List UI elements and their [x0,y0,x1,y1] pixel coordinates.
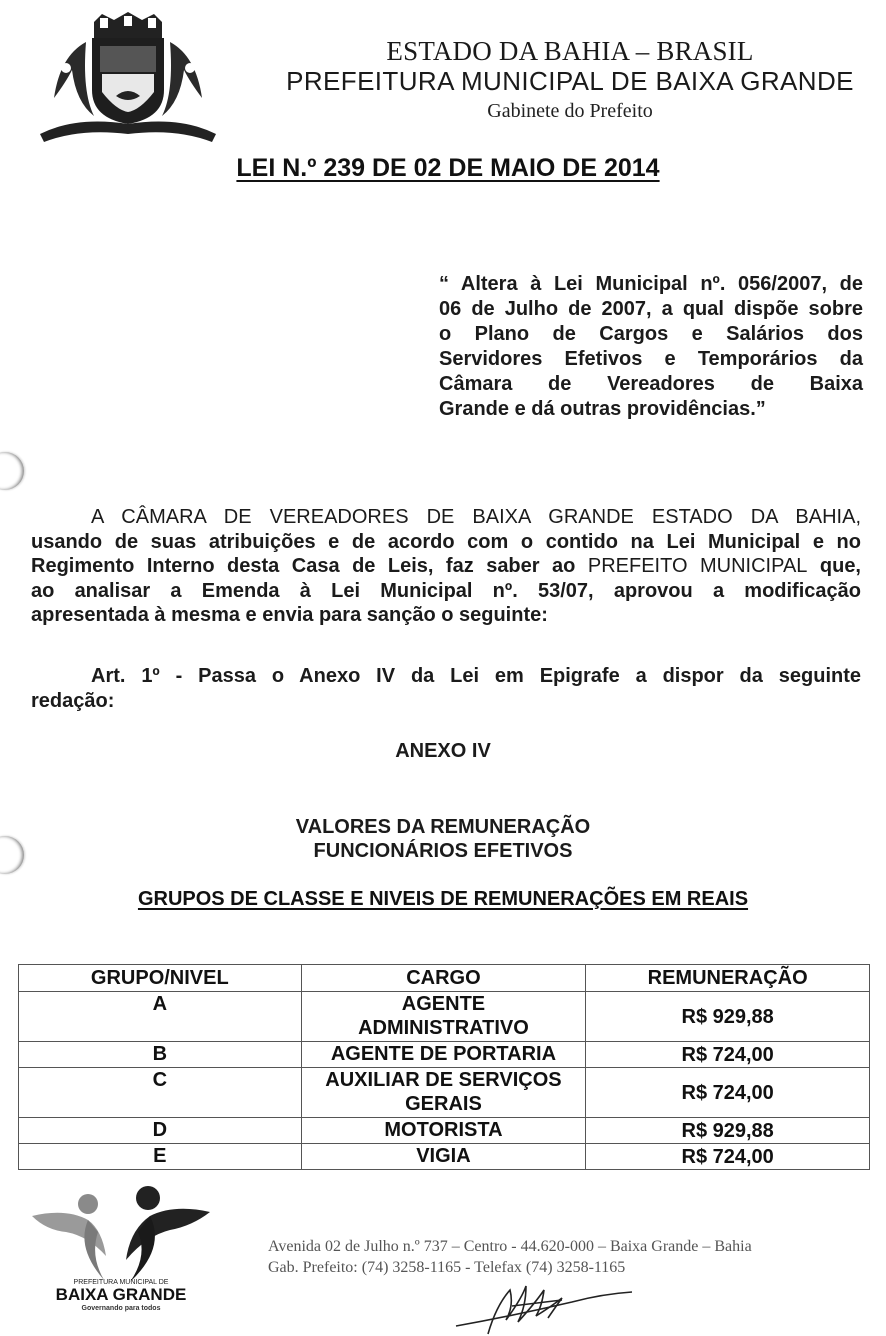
table-row [19,992,870,1042]
group-cell: C [19,1068,302,1118]
preamble-mayor-text: PREFEITO MUNICIPAL [587,555,808,577]
cargo-line: ADMINISTRATIVO [358,1017,529,1039]
remuneration-table [18,964,870,1170]
preamble-bold-part: Regimento Interno desta Casa de Leis, faz saber ao [31,555,588,577]
header-prefecture: PREFEITURA MUNICIPAL DE BAIXA GRANDE [286,66,854,96]
logo-small-text: PREFEITURA MUNICIPAL DE [73,1279,169,1286]
cargo-cell: MOTORISTA [301,1118,586,1144]
logo-slogan-text: Governando para todos [81,1305,161,1312]
cargo-cell [301,992,586,1042]
preamble-line: usando de suas atribuições e de acordo com o contido na Lei Municipal e no [31,530,861,553]
cargo-cell [301,1068,586,1118]
table-row [19,1068,870,1118]
value-cell: R$ 929,88 [586,992,870,1042]
cargo-line: AUXILIAR DE SERVIÇOS [325,1069,562,1091]
punch-hole-top [0,452,24,490]
col-header-cargo: CARGO [301,965,586,992]
cargo-cell: AGENTE DE PORTARIA [301,1042,586,1068]
table-row [19,1144,870,1170]
law-summary [439,272,863,422]
preamble-line: ao analisar a Emenda à Lei Municipal nº. 53/07, aprovou a modificação [31,579,861,602]
group-cell: D [19,1118,302,1144]
value-cell: R$ 724,00 [586,1042,870,1068]
summary-line: Grande e dá outras providências.” [439,398,766,420]
summary-line: “ Altera à Lei Municipal nº. 056/2007, de [439,273,863,295]
preamble-line-mixed [31,554,861,579]
article-line: Art. 1º - Passa o Anexo IV da Lei em Epigrafe a dispor da seguinte [91,665,861,687]
header-state: ESTADO DA BAHIA – BRASIL [386,36,754,66]
summary-line: 06 de Julho de 2007, a qual dispõe sobre [439,298,863,320]
cargo-cell: VIGIA [301,1144,586,1170]
cargo-line: GERAIS [405,1093,482,1115]
header-office: Gabinete do Prefeito [487,100,653,122]
preamble-paragraph [31,505,861,628]
group-cell: B [19,1042,302,1068]
col-header-remuneration: REMUNERAÇÃO [586,965,870,992]
value-cell: R$ 929,88 [586,1118,870,1144]
table-header-row [19,965,870,992]
value-cell: R$ 724,00 [586,1068,870,1118]
law-title: LEI N.º 239 DE 02 DE MAIO DE 2014 [236,154,660,182]
footer-address [268,1236,858,1278]
table-row [19,1042,870,1068]
section-title-values: VALORES DA REMUNERAÇÃO [295,816,591,838]
logo-name-text: BAIXA GRANDE [55,1285,187,1304]
table-row [19,1118,870,1144]
article-line: redação: [31,690,115,712]
preamble-end-part: que, [807,555,861,577]
signature-icon [452,1276,642,1336]
group-cell: A [19,992,302,1042]
address-line: Avenida 02 de Julho n.º 737 – Centro - 44.620-000 – Baixa Grande – Bahia [268,1238,752,1255]
summary-line: o Plano de Cargos e Salários dos [439,323,863,345]
value-cell: R$ 724,00 [586,1144,870,1170]
groups-title: GRUPOS DE CLASSE E NIVEIS DE REMUNERAÇÕES EM REAIS [137,888,749,910]
col-header-group: GRUPO/NIVEL [19,965,302,992]
preamble-line: A CÂMARA DE VEREADORES DE BAIXA GRANDE ESTADO DA BAHIA, [91,506,861,528]
summary-line: Câmara de Vereadores de Baixa [439,373,863,395]
summary-line: Servidores Efetivos e Temporários da [439,348,863,370]
phone-line: Gab. Prefeito: (74) 3258-1165 - Telefax (74) 3258-1165 [268,1259,626,1276]
article-1 [31,664,861,714]
municipality-logo-icon [26,1186,216,1316]
coat-of-arms-icon [36,12,220,144]
section-title-employees: FUNCIONÁRIOS EFETIVOS [313,840,573,862]
cargo-line: AGENTE [401,993,486,1015]
annex-title: ANEXO IV [395,740,491,762]
group-cell: E [19,1144,302,1170]
preamble-line: apresentada à mesma e envia para sanção o seguinte: [31,604,548,626]
